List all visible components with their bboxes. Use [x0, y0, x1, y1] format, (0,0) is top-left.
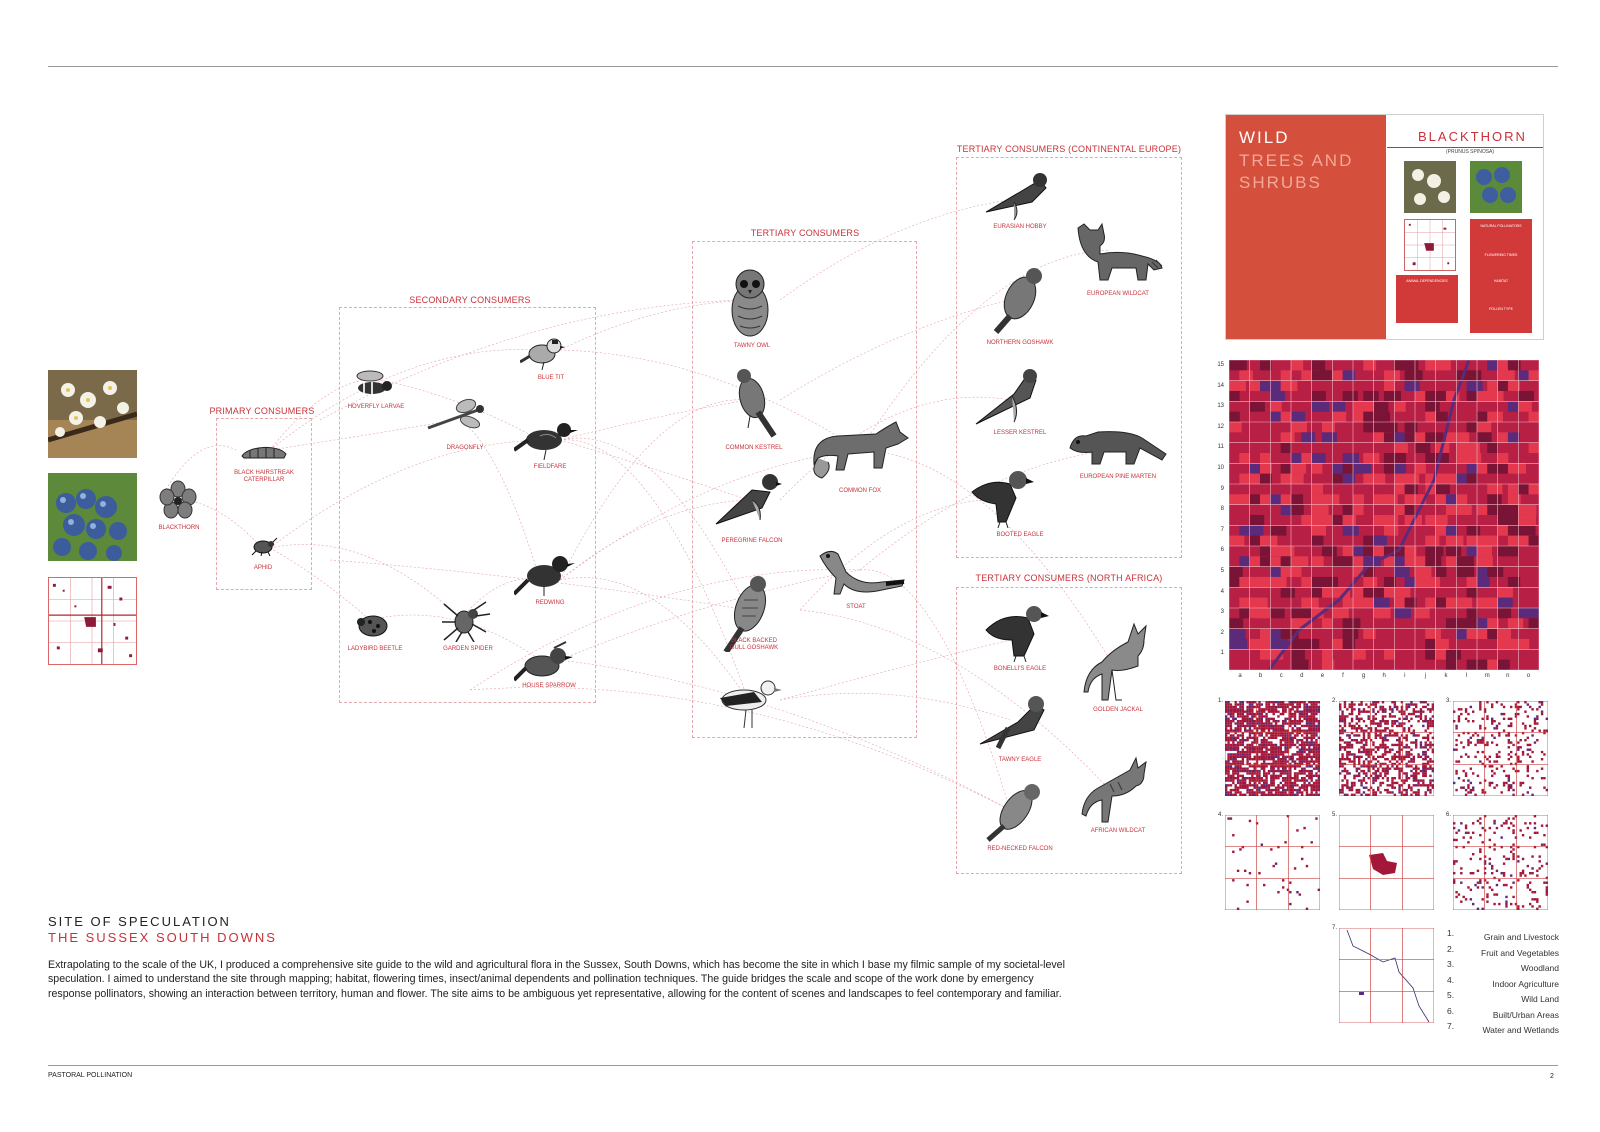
legend-number: 3.: [1447, 959, 1455, 969]
land-use-minimap: [1339, 815, 1434, 910]
footer-project-name: PASTORAL POLLINATION: [48, 1072, 133, 1079]
spider-label: GARDEN SPIDER: [443, 646, 493, 652]
grid-row-label: 3: [1220, 609, 1224, 616]
grid-column-label: f: [1342, 673, 1344, 679]
hoverfly-icon: [352, 370, 396, 398]
ladybird-label: LADYBIRD BEETLE: [347, 646, 403, 652]
dragonfly-icon: [426, 398, 488, 436]
tawny-eagle-label: TAWNY EAGLE: [998, 757, 1042, 763]
red-necked-falcon-icon: [986, 780, 1050, 842]
peregrine-label: PEREGRINE FALCON: [721, 538, 783, 544]
legend-item: [1447, 990, 1559, 1005]
cover-berries-thumb: [1470, 161, 1522, 213]
cover-latin-name: (PRUNUS SPINOSA): [1446, 149, 1495, 155]
legend-label: Fruit and Vegetables: [1481, 947, 1559, 958]
blue-tit-label: BLUE TIT: [537, 375, 565, 381]
grid-column-label: d: [1300, 673, 1304, 679]
grid-row-label: 9: [1220, 485, 1224, 492]
legend-label: Woodland: [1520, 963, 1559, 973]
eurasian-hobby-icon: [984, 168, 1052, 224]
legend-item: [1447, 1005, 1559, 1021]
grid-column-label: c: [1279, 673, 1283, 679]
goshawk-label: BLACK BACKED GULL GOSHAWK: [729, 638, 779, 651]
legend-number: 2.: [1447, 943, 1455, 954]
legend-item: [1447, 974, 1559, 990]
cover-panel-pollinators: NATURAL POLLINATORS: [1470, 219, 1532, 249]
eurasian-hobby-label: EURASIAN HOBBY: [993, 224, 1047, 230]
lesser-kestrel-icon: [974, 364, 1046, 430]
redwing-icon: [514, 552, 576, 596]
minimap-number: 4.: [1218, 812, 1224, 818]
grid-column-label: g: [1361, 673, 1366, 679]
kestrel-label: COMMON KESTREL: [725, 445, 783, 451]
legend-item: [1447, 1021, 1559, 1036]
land-use-minimap: [1453, 815, 1548, 910]
bonelli-eagle-icon: [984, 600, 1050, 662]
tertiary-europe-title: TERTIARY CONSUMERS (CONTINENTAL EUROPE): [956, 144, 1182, 154]
grid-column-label: h: [1382, 673, 1386, 679]
minimap-number: 5.: [1332, 812, 1338, 818]
legend-label: Built/Urban Areas: [1492, 1009, 1559, 1020]
footer-page-number: 2: [1550, 1073, 1554, 1080]
legend-label: Grain and Livestock: [1483, 932, 1559, 942]
minimap-number: 1.: [1218, 698, 1224, 704]
grid-row-label: 12: [1217, 423, 1224, 430]
hoverfly-label: HOVERFLY LARVAE: [347, 404, 405, 410]
booted-eagle-icon: [970, 462, 1042, 528]
land-use-minimap: [1339, 928, 1434, 1023]
african-wildcat-icon: [1080, 756, 1152, 826]
grid-row-label: 7: [1220, 526, 1224, 533]
legend-label: Wild Land: [1521, 994, 1559, 1004]
cover-title-trees: TREES AND SHRUBS: [1239, 151, 1354, 192]
section-subtitle: THE SUSSEX SOUTH DOWNS: [48, 930, 277, 945]
tawny-eagle-icon: [978, 692, 1052, 750]
grid-row-label: 2: [1220, 629, 1224, 636]
land-use-minimap: [1225, 815, 1320, 910]
legend-number: 6.: [1447, 1005, 1455, 1016]
secondary-consumers-title: SECONDARY CONSUMERS: [409, 295, 531, 305]
section-title: SITE OF SPECULATION: [48, 914, 231, 929]
bonelli-eagle-label: BONELLI'S EAGLE: [993, 666, 1047, 672]
fox-icon: [808, 418, 912, 484]
land-use-minimap: [1225, 701, 1320, 796]
european-wildcat-icon: [1072, 222, 1164, 282]
tertiary-consumers-title: TERTIARY CONSUMERS: [750, 228, 860, 238]
caterpillar-icon: [240, 444, 288, 460]
legend-item: [1447, 959, 1559, 974]
african-wildcat-label: AFRICAN WILDCAT: [1090, 828, 1146, 834]
booted-eagle-label: BOOTED EAGLE: [996, 532, 1044, 538]
gull-icon: [714, 670, 784, 730]
grid-column-label: n: [1506, 673, 1510, 679]
grid-row-label: 6: [1220, 547, 1224, 554]
blackthorn-label: BLACKTHORN: [158, 525, 200, 531]
blackthorn-blossom-photo: [48, 370, 137, 458]
fieldfare-icon: [514, 418, 578, 460]
grid-column-label: o: [1526, 673, 1531, 679]
golden-jackal-icon: [1082, 622, 1152, 704]
legend-item: [1447, 943, 1559, 959]
lesser-kestrel-label: LESSER KESTREL: [993, 430, 1047, 436]
land-use-grid-map: [1229, 360, 1539, 670]
grid-row-label: 13: [1217, 403, 1224, 410]
land-use-grid-raster: [1229, 360, 1539, 670]
cover-blossom-thumb: [1404, 161, 1456, 213]
northern-goshawk-label: NORTHERN GOSHAWK: [986, 340, 1054, 346]
cover-panel-animal: ANIMAL DEPENDENCIES: [1396, 275, 1458, 323]
cover-red-panel: [1226, 115, 1386, 339]
cover-map-thumb: [1404, 219, 1456, 271]
legend-number: 5.: [1447, 990, 1455, 1000]
land-use-minimap: [1339, 701, 1434, 796]
cover-blackthorn-title: BLACKTHORN: [1418, 129, 1527, 144]
redwing-label: REDWING: [535, 600, 565, 606]
golden-jackal-label: GOLDEN JACKAL: [1093, 707, 1143, 713]
aphid-icon: [248, 536, 278, 556]
house-sparrow-label: HOUSE SPARROW: [522, 683, 576, 689]
grid-row-label: 10: [1217, 465, 1224, 471]
blackthorn-guide-cover: [1225, 114, 1544, 340]
primary-consumers-title: PRIMARY CONSUMERS: [209, 406, 315, 416]
house-sparrow-icon: [514, 640, 574, 684]
land-use-minimap: [1453, 701, 1548, 796]
red-necked-falcon-label: RED-NECKED FALCON: [987, 846, 1053, 852]
grid-column-label: m: [1484, 673, 1490, 679]
pine-marten-label: EUROPEAN PINE MARTEN: [1079, 474, 1157, 480]
minimap-number: 6.: [1446, 812, 1452, 818]
grid-row-label: 11: [1217, 444, 1224, 451]
legend-number: 4.: [1447, 974, 1455, 985]
grid-column-label: e: [1320, 673, 1325, 679]
grid-column-label: i: [1404, 673, 1406, 679]
grid-column-label: l: [1465, 673, 1468, 679]
cover-panel-habitat: HABITAT: [1470, 275, 1532, 303]
grid-column-label: a: [1238, 673, 1242, 679]
pine-marten-icon: [1068, 424, 1172, 472]
section-body-text: Extrapolating to the scale of the UK, I produced a comprehensive site guide to the wild and agricultural flora in the Sussex, South Downs, which has become the site in which I base my filmic sample of my societal-level speculation. I aimed to understand the site through mapping; habitat, flowering times, insect/animal dependents and pollination techniques. The guide bridges the scale and scope of the work done by emergency response pollinators, showing an interaction between territory, human and flower. The site aims to be ambiguous yet representative, allowing for the content of scenes and landscapes to feel contemporary and familiar.: [48, 959, 1065, 1000]
grid-row-label: 1: [1220, 650, 1224, 657]
ladybird-icon: [356, 612, 390, 638]
cover-title-wild: WILD: [1239, 128, 1290, 147]
grid-column-label: j: [1424, 673, 1427, 679]
legend-label: Water and Wetlands: [1482, 1025, 1559, 1035]
cover-panel-pollen: POLLEN TYPE: [1470, 303, 1532, 333]
northern-goshawk-icon: [990, 262, 1048, 334]
kestrel-icon: [728, 368, 780, 438]
cover-panel-flowering: FLOWERING TIMES: [1470, 249, 1532, 275]
spider-icon: [440, 600, 492, 642]
grid-row-label: 5: [1220, 568, 1224, 574]
stoat-label: STOAT: [846, 604, 866, 610]
legend-number: 1.: [1447, 928, 1455, 938]
fieldfare-label: FIELDFARE: [533, 464, 567, 470]
european-wildcat-label: EUROPEAN WILDCAT: [1087, 291, 1149, 297]
fox-label: COMMON FOX: [839, 488, 881, 494]
minimap-number: 2.: [1332, 698, 1338, 704]
blue-tit-icon: [520, 334, 566, 370]
blackthorn-distribution-map: [48, 577, 137, 665]
cover-divider: [1387, 147, 1543, 148]
sloe-berries-photo: [48, 473, 137, 561]
caterpillar-label: BLACK HAIRSTREAK CATERPILLAR: [234, 470, 294, 483]
legend-item: [1447, 928, 1559, 943]
legend-number: 7.: [1447, 1021, 1455, 1031]
grid-row-label: 15: [1217, 362, 1224, 368]
legend-label: Indoor Agriculture: [1492, 978, 1559, 989]
tawny-owl-icon: [722, 268, 778, 340]
peregrine-icon: [712, 470, 782, 530]
grid-row-label: 8: [1220, 506, 1224, 513]
stoat-icon: [816, 546, 906, 600]
grid-column-label: k: [1444, 673, 1448, 679]
grid-column-label: b: [1258, 673, 1263, 679]
grid-row-label: 4: [1220, 588, 1224, 595]
minimap-number: 7.: [1332, 925, 1338, 931]
blackthorn-flower-icon: [158, 480, 198, 520]
grid-row-label: 14: [1217, 382, 1224, 389]
minimap-number: 3.: [1446, 698, 1452, 704]
aphid-label: APHID: [253, 565, 273, 571]
tawny-owl-label: TAWNY OWL: [733, 343, 771, 349]
dragonfly-label: DRAGONFLY: [446, 445, 484, 451]
tertiary-africa-title: TERTIARY CONSUMERS (NORTH AFRICA): [975, 573, 1163, 583]
